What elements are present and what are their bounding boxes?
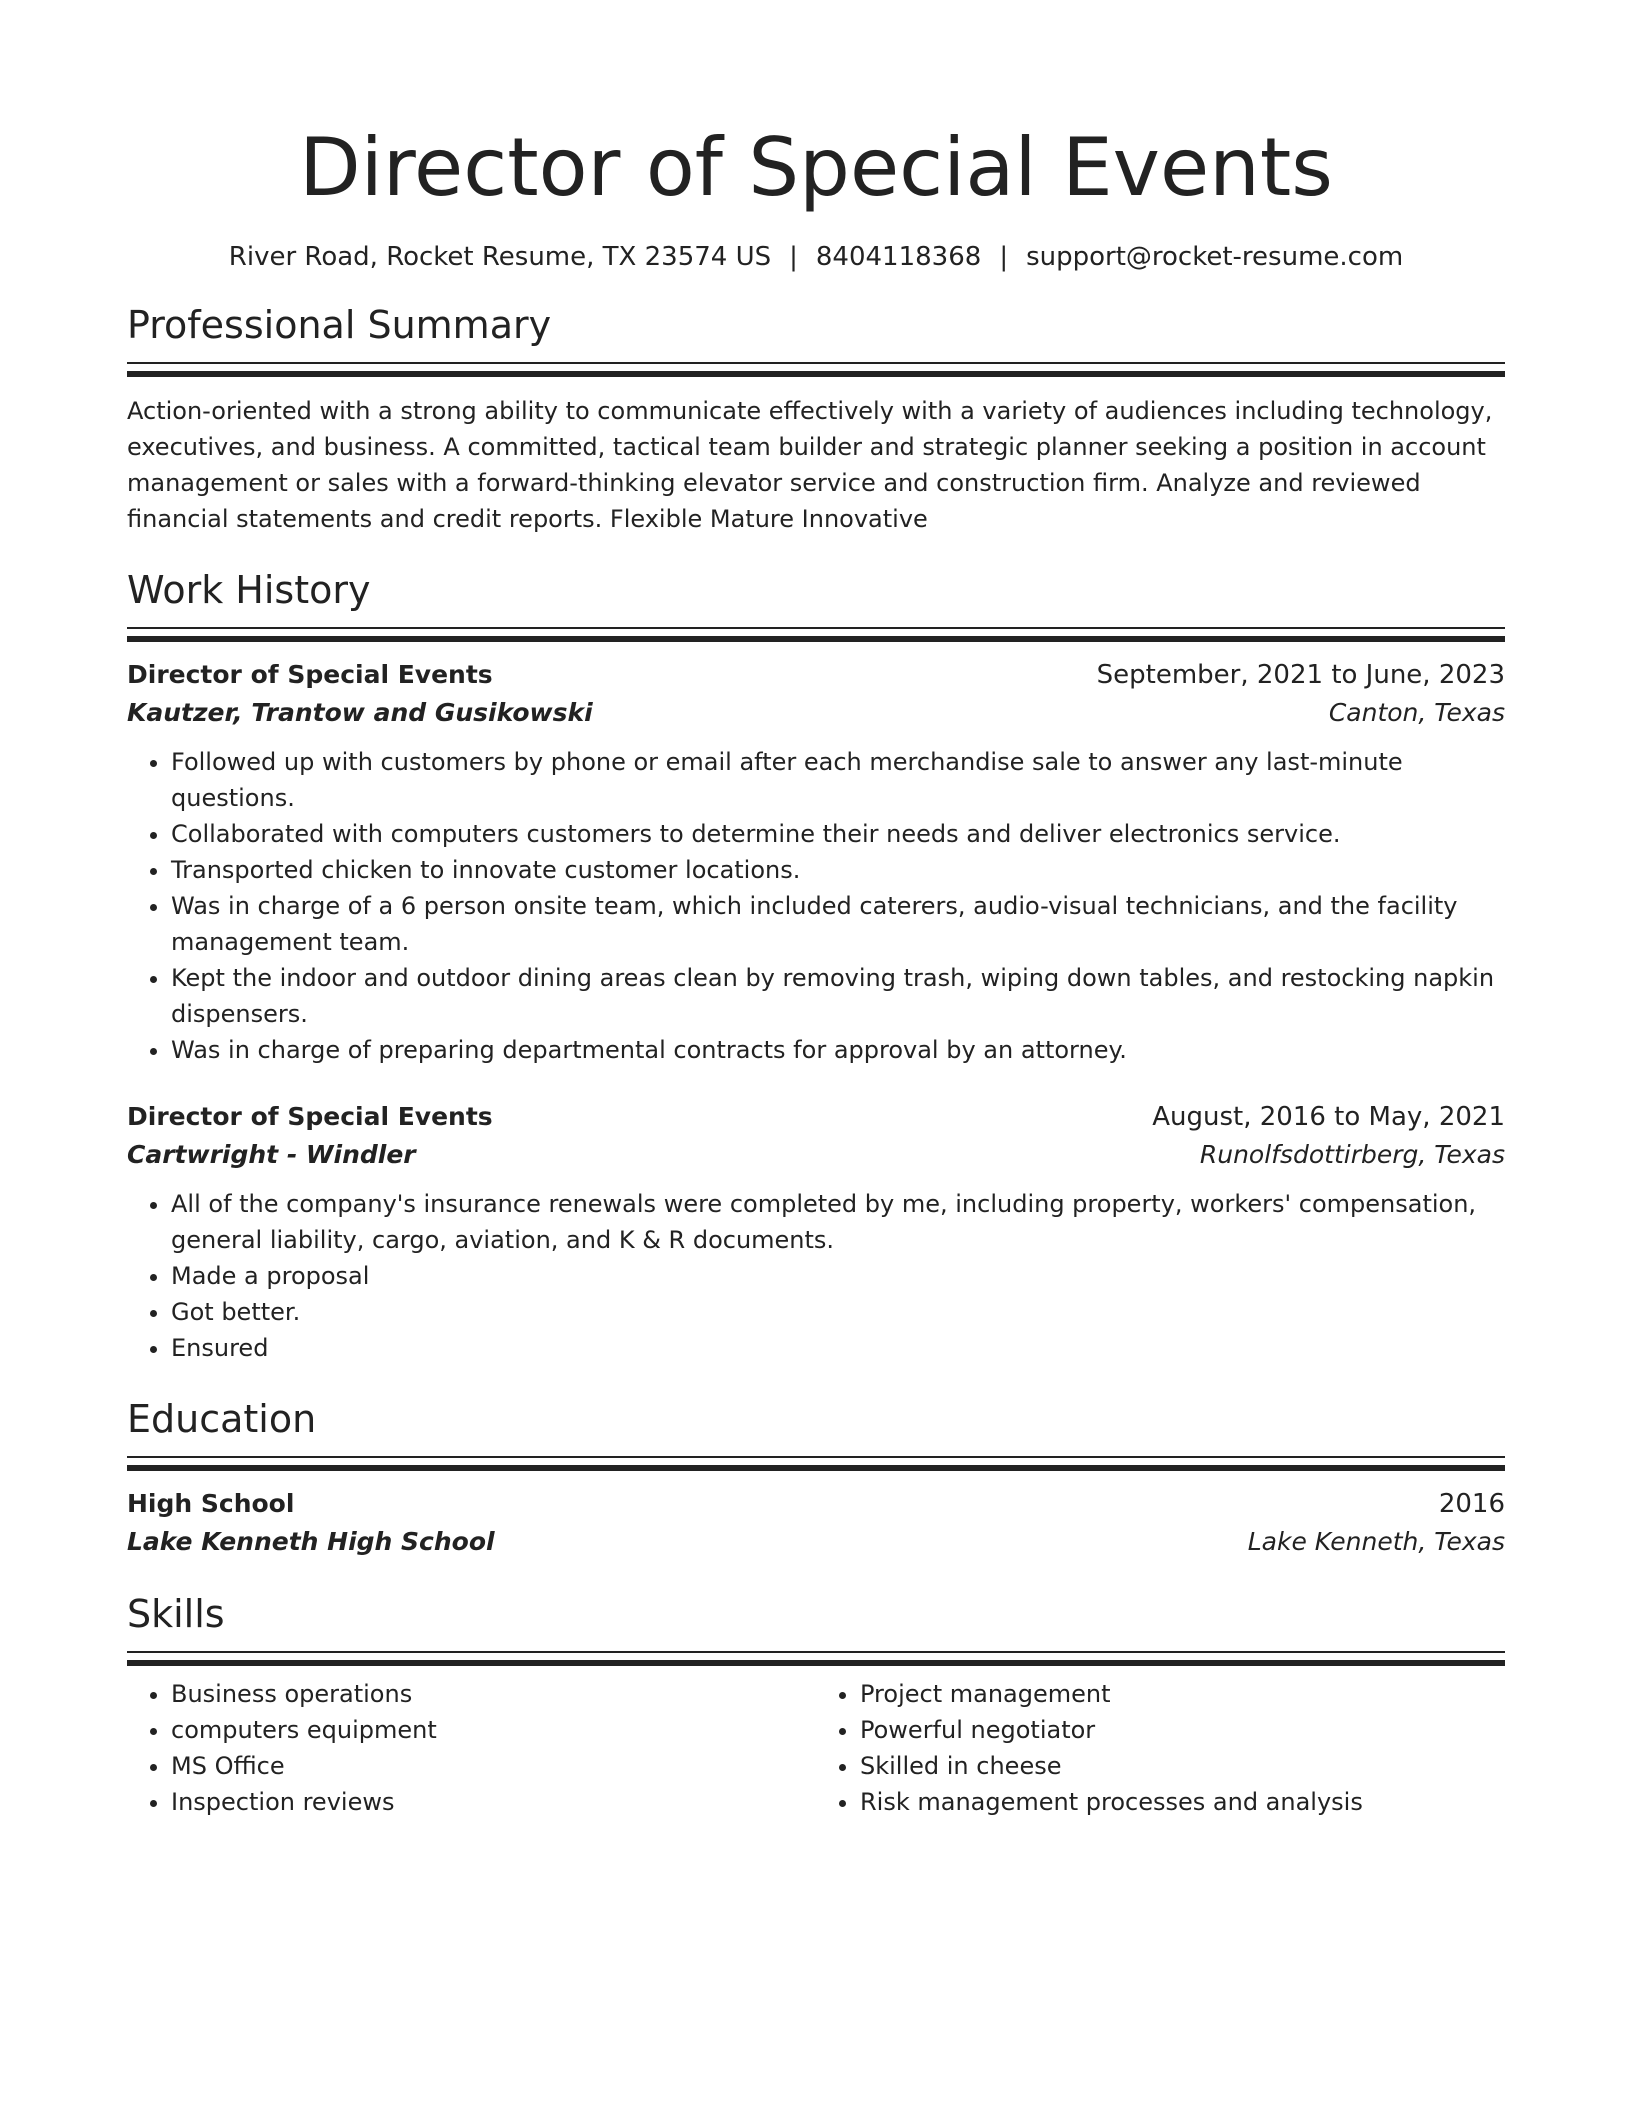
section-rule	[127, 627, 1505, 629]
list-item: • Collaborated with computers customers to determine their needs and deliver electronics service.	[171, 816, 1505, 852]
skills-heading: Skills	[127, 1592, 225, 1636]
list-item: • Was in charge of a 6 person onsite team, which included caterers, audio-visual technicians, and the facility management team.	[171, 888, 1505, 960]
job-location: Canton, Texas	[1328, 698, 1505, 727]
skills-right-column	[816, 1676, 1505, 1820]
resume-title: Director of Special Events	[299, 121, 1333, 214]
list-item: • MS Office	[171, 1748, 816, 1784]
job-location: Runolfsdottirberg, Texas	[1199, 1140, 1505, 1169]
education-year: 2016	[1438, 1489, 1505, 1519]
list-item: • Skilled in cheese	[860, 1748, 1505, 1784]
list-item: • Followed up with customers by phone or email after each merchandise sale to answer any last-minute questions.	[171, 744, 1505, 816]
work-heading: Work History	[127, 568, 371, 612]
list-item: • Project management	[860, 1676, 1505, 1712]
job-company: Kautzer, Trantow and Gusikowski	[127, 698, 593, 727]
job-company: Cartwright - Windler	[127, 1140, 416, 1169]
education-heading: Education	[127, 1397, 317, 1441]
summary-heading: Professional Summary	[127, 303, 552, 347]
list-item: • Was in charge of preparing departmental contracts for approval by an attorney.	[171, 1032, 1505, 1068]
education-school: Lake Kenneth High School	[127, 1527, 495, 1556]
list-item: • Inspection reviews	[171, 1784, 816, 1820]
list-item: • Business operations	[171, 1676, 816, 1712]
summary-text: Action-oriented with a strong ability to communicate effectively with a variety of audiences including technology, executives, and business. A committed, tactical team builder and strategic planner seeking a position in account management or sales with a forward-thinking elevator service and construction firm. Analyze and reviewed financial statements and credit reports. Flexible Mature Innovative	[127, 397, 1493, 533]
section-rule	[127, 362, 1505, 364]
section-rule	[127, 1465, 1505, 1471]
education-location: Lake Kenneth, Texas	[1247, 1527, 1505, 1556]
work-section	[127, 565, 1505, 1366]
contact-separator: |	[999, 242, 1009, 272]
section-rule	[127, 1651, 1505, 1653]
education-section	[127, 1394, 1505, 1561]
contact-address: River Road, Rocket Resume, TX 23574 US	[228, 242, 772, 272]
contact-line	[127, 240, 1505, 274]
job-dates: September, 2021 to June, 2023	[1096, 660, 1505, 690]
list-item: • Made a proposal	[171, 1258, 1505, 1294]
job-entry	[127, 1098, 1505, 1366]
job-entry	[127, 656, 1505, 1068]
section-rule	[127, 636, 1505, 642]
education-degree: High School	[127, 1489, 295, 1518]
list-item: • Powerful negotiator	[860, 1712, 1505, 1748]
summary-section	[127, 300, 1505, 537]
list-item: • Risk management processes and analysis	[860, 1784, 1505, 1820]
list-item: • All of the company's insurance renewals were completed by me, including property, workers' compensation, general liability, cargo, aviation, and K & R documents.	[171, 1186, 1505, 1258]
list-item: • Got better.	[171, 1294, 1505, 1330]
job-bullets	[127, 744, 1505, 1068]
skills-section	[127, 1589, 1505, 1820]
job-dates: August, 2016 to May, 2021	[1152, 1102, 1505, 1132]
skills-left-column	[127, 1676, 816, 1820]
list-item: • Ensured	[171, 1330, 1505, 1366]
contact-email: support@rocket-resume.com	[1026, 242, 1404, 272]
contact-separator: |	[789, 242, 798, 272]
list-item: • Transported chicken to innovate customer locations.	[171, 852, 1505, 888]
job-bullets	[127, 1186, 1505, 1366]
job-title: Director of Special Events	[127, 1102, 493, 1131]
section-rule	[127, 1456, 1505, 1458]
job-title: Director of Special Events	[127, 660, 493, 689]
list-item: • computers equipment	[171, 1712, 816, 1748]
list-item: • Kept the indoor and outdoor dining areas clean by removing trash, wiping down tables, and restocking napkin dispensers.	[171, 960, 1505, 1032]
section-rule	[127, 371, 1505, 377]
skills-columns	[127, 1676, 1505, 1820]
section-rule	[127, 1660, 1505, 1666]
contact-phone: 8404118368	[815, 242, 982, 272]
